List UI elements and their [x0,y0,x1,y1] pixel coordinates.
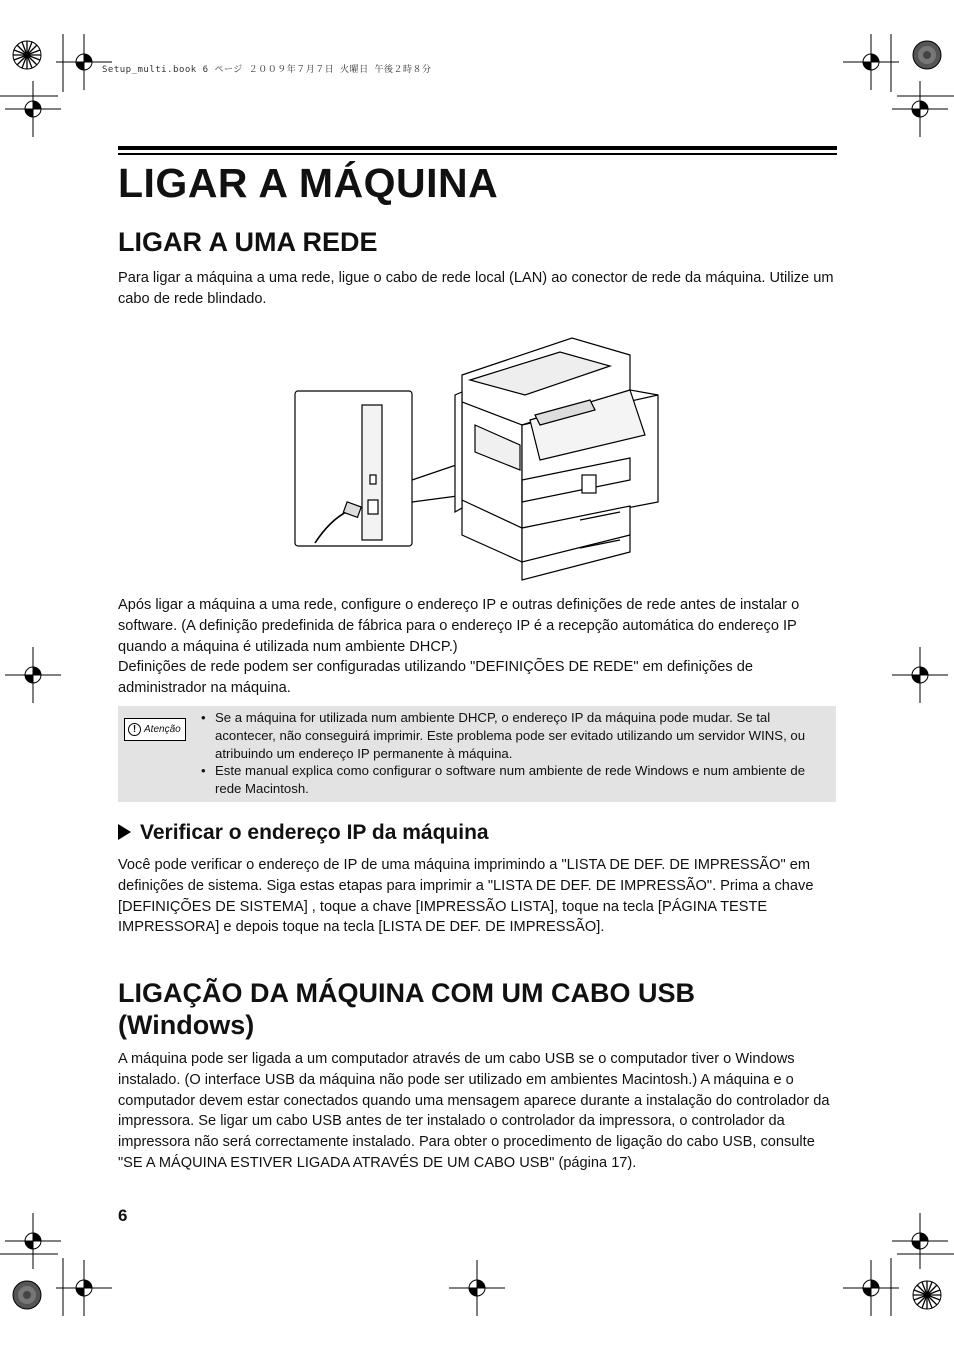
section-heading-usb: LIGAÇÃO DA MÁQUINA COM UM CABO USB (Windows) [118,978,695,1040]
title-rule-thick [118,146,837,150]
network-after-text: Após ligar a máquina a uma rede, configure o endereço IP e outras definições de rede antes de instalar o software. (A definição predefinida de fábrica para o endereço IP é a recepção automática do endereço IP quando a máquina é utilizada num ambiente DHCP.) [118,597,800,655]
page-number: 6 [118,1206,128,1225]
exclamation-icon: ! [128,723,141,736]
subsection-heading-text: Verificar o endereço IP da máquina [140,821,489,844]
list-item: • Este manual explica como configurar o software num ambiente de rede Windows e num ambiente de rede Macintosh. [198,762,830,798]
page-title: LIGAR A MÁQUINA [118,160,499,206]
triangle-bullet-icon [118,824,131,840]
ip-check-text: Você pode verificar o endereço de IP de uma máquina imprimindo a "LISTA DE DEF. DE IMPRESSÃO" em definições de sistema. Siga estas etapas para imprimir a "LISTA DE DEF. DE IMPRESSÃO". Prima a chave [DEFINIÇÕES DE SISTEMA] , toque a chave [IMPRESSÃO LISTA], toque na tecla [PÁGINA TESTE IMPRESSORA] e depois toque na tecla [LISTA DE DEF. DE IMPRESSÃO]. [118,857,814,936]
attention-label: Atenção [144,724,181,735]
title-rule-thin [118,153,837,155]
attention-icon [124,718,186,741]
subsection-heading-ip [118,821,489,845]
usb-text: A máquina pode ser ligada a um computador através de um cabo USB se o computador tiver o Windows instalado. (O interface USB da máquina não pode ser utilizado em ambientes Macintosh.) A máquina e o computador devem estar conectados quando uma mensagem aparece durante a instalação do controlador da impressora. Se ligar um cabo USB antes de ter instalado o controlador da impressora, o controlador da impressora não será correctamente instalado. Para obter o procedimento de ligação do cabo USB, consulte "SE A MÁQUINA ESTIVER LIGADA ATRAVÉS DE UM CABO USB" (página 17). [118,1051,830,1171]
file-header-note: Setup_multi.book 6 ページ ２００９年７月７日 火曜日 午後２時８分 [102,65,432,75]
network-intro-text: Para ligar a máquina a uma rede, ligue o cabo de rede local (LAN) ao conector de rede da máquina. Utilize um cabo de rede blindado. [118,270,834,307]
section-heading-network: LIGAR A UMA REDE [118,227,378,257]
network-settings-text: Definições de rede podem ser configuradas utilizando "DEFINIÇÕES DE REDE" em definições de administrador na máquina. [118,659,753,696]
lan-connection-illustration [290,330,670,585]
attention-note-list [198,709,830,798]
list-item: • Se a máquina for utilizada num ambiente DHCP, o endereço IP da máquina pode mudar. Se tal acontecer, não conseguirá imprimir. Este problema pode ser evitado utilizando um servidor WINS, ou atribuindo um endereço IP permanente à máquina. [198,709,830,762]
